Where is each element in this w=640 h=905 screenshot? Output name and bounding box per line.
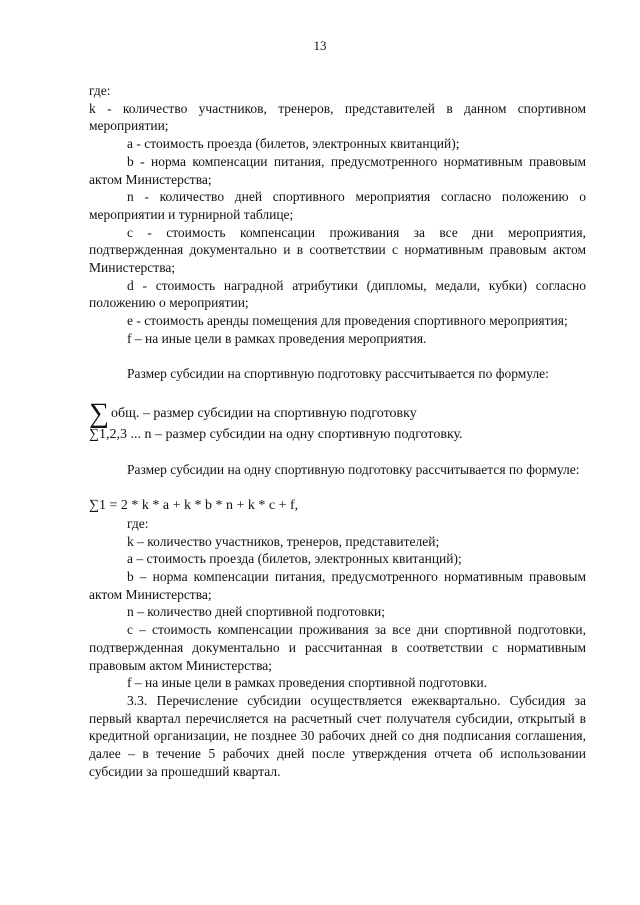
clause-3-3: 3.3. Перечисление субсидии осуществляется ежеквартально. Субсидия за первый квартал перечисляется на расчетный счет получателя субсидии, открытый в кредитной организации, не позднее 30 рабочих дней со дня подписания соглашения, далее – в течение 5 рабочих дней после утверждения отчета об использовании субсидии за прошедший квартал. bbox=[89, 692, 586, 779]
definition-n: n - количество дней спортивного мероприятия согласно положению о мероприятии и турнирной таблице; bbox=[89, 189, 586, 222]
page-number: 13 bbox=[313, 38, 327, 53]
definition-f-2: f – на иные цели в рамках проведения спортивной подготовки. bbox=[127, 675, 488, 691]
definition-k-2: k – количество участников, тренеров, представителей; bbox=[127, 533, 440, 549]
definition-f: f – на иные цели в рамках проведения мероприятия. bbox=[127, 330, 427, 346]
definition-b-2: b – норма компенсации питания, предусмотренного нормативным правовым актом Министерства; bbox=[89, 569, 586, 602]
definition-c-2: c – стоимость компенсации проживания за все дни спортивной подготовки, подтвержденная документально и рассчитанная в соответствии с нормативным правовым актом Министерства; bbox=[89, 622, 586, 673]
where-label: где: bbox=[89, 83, 111, 98]
where-label-2: где: bbox=[127, 515, 149, 531]
definition-a: a - стоимость проезда (билетов, электронных квитанций); bbox=[127, 136, 460, 152]
one-prep-formula-intro: Размер субсидии на одну спортивную подготовку рассчитывается по формуле: bbox=[127, 462, 580, 478]
definition-a-2: a – стоимость проезда (билетов, электронных квитанций); bbox=[127, 551, 462, 567]
sigma-symbol: ∑ bbox=[89, 398, 109, 430]
definition-c: c - стоимость компенсации проживания за все дни мероприятия, подтвержденная документально и в соответствии с нормативным правовым актом Министерства; bbox=[89, 224, 586, 276]
definition-d: d - стоимость наградной атрибутики (дипломы, медали, кубки) согласно положению о мероприятии; bbox=[89, 277, 586, 311]
sigma-total-text: общ. – размер субсидии на спортивную подготовку bbox=[110, 406, 417, 422]
sport-prep-formula-intro: Размер субсидии на спортивную подготовку рассчитывается по формуле: bbox=[127, 365, 549, 381]
sigma-total-definition bbox=[89, 398, 586, 430]
sigma-one-definition: ∑1,2,3 ... n – размер субсидии на одну спортивную подготовку. bbox=[89, 427, 463, 443]
definition-n-2: n – количество дней спортивной подготовки; bbox=[127, 604, 385, 620]
definition-k: k - количество участников, тренеров, представителей в данном спортивном мероприятии; bbox=[89, 100, 586, 134]
subsidy-formula: ∑1 = 2 * k * a + k * b * n + k * c + f, bbox=[89, 497, 299, 513]
document-body bbox=[89, 82, 586, 781]
definition-e: e - стоимость аренды помещения для проведения спортивного мероприятия; bbox=[127, 313, 568, 329]
definition-b: b - норма компенсации питания, предусмотренного нормативным правовым актом Министерства; bbox=[89, 153, 586, 187]
